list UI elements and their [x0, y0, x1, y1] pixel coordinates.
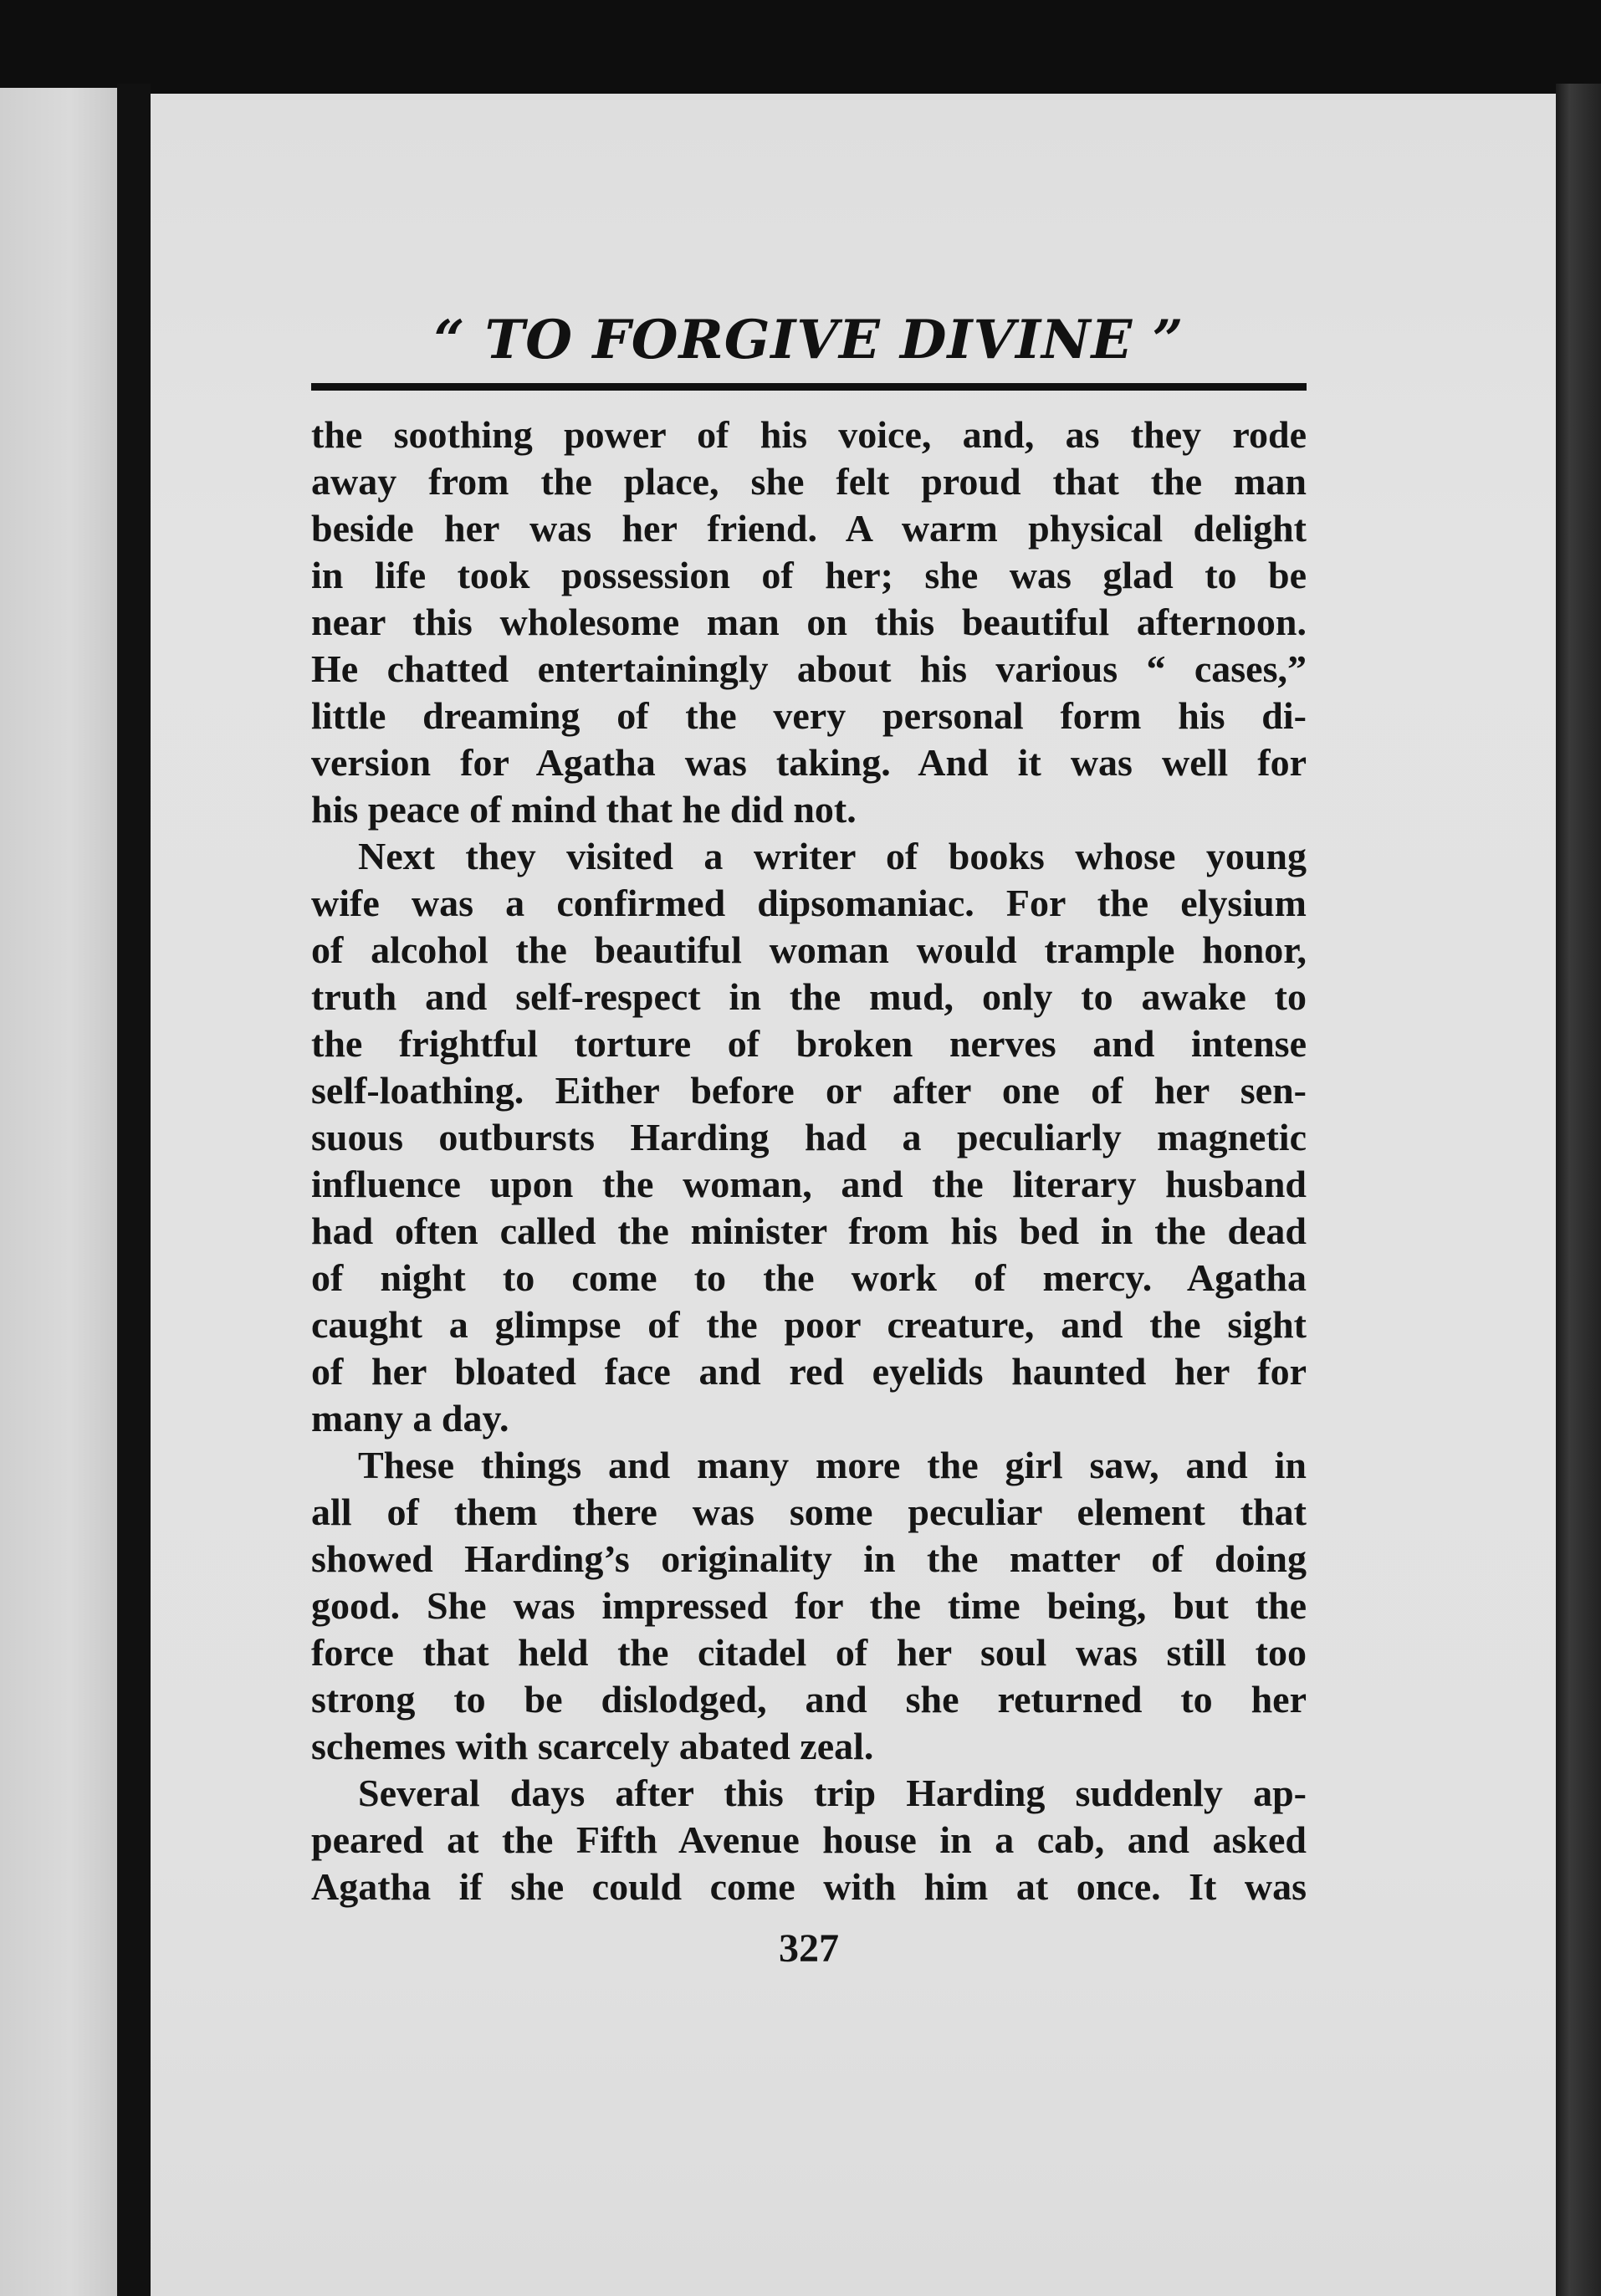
header-rule	[311, 383, 1307, 391]
text-line: had often called the minister from his bed in the dead	[311, 1209, 1307, 1252]
text-line: force that held the citadel of her soul was still too	[311, 1631, 1307, 1674]
text-line: beside her was her friend. A warm physical delight	[311, 507, 1307, 550]
text-line: Next they visited a writer of books whose young	[358, 835, 1307, 877]
text-line: many a day.	[311, 1397, 509, 1439]
page-number: 327	[779, 1926, 839, 1971]
paragraph	[311, 1770, 1307, 1910]
text-line: peared at the Fifth Avenue house in a cab, and asked	[311, 1818, 1307, 1861]
text-line: the frightful torture of broken nerves and intense	[311, 1022, 1307, 1065]
text-line: good. She was impressed for the time being, but the	[311, 1584, 1307, 1627]
text-line: of alcohol the beautiful woman would trample honor,	[311, 928, 1307, 971]
text-line: his peace of mind that he did not.	[311, 788, 857, 831]
text-line: little dreaming of the very personal form his di-	[311, 694, 1307, 737]
right-page-edge	[1556, 84, 1601, 2296]
previous-page-edge	[0, 88, 117, 2296]
book-gutter	[117, 84, 151, 2296]
text-line: He chatted entertainingly about his various “ cases,”	[311, 647, 1307, 690]
text-line: Several days after this trip Harding suddenly ap-	[358, 1772, 1307, 1814]
paragraph	[311, 833, 1307, 1442]
text-line: influence upon the woman, and the literary husband	[311, 1163, 1307, 1205]
paragraph	[311, 1442, 1307, 1770]
text-line: caught a glimpse of the poor creature, and the sight	[311, 1303, 1307, 1346]
text-line: the soothing power of his voice, and, as they rode	[311, 413, 1307, 456]
text-line: near this wholesome man on this beautiful afternoon.	[311, 601, 1307, 643]
text-line: showed Harding’s originality in the matter of doing	[311, 1537, 1307, 1580]
body-text	[311, 412, 1307, 1910]
text-line: wife was a confirmed dipsomaniac. For the elysium	[311, 882, 1307, 924]
text-line: schemes with scarcely abated zeal.	[311, 1725, 874, 1767]
text-line: suous outbursts Harding had a peculiarly magnetic	[311, 1116, 1307, 1158]
text-line: of her bloated face and red eyelids haunted her for	[311, 1350, 1307, 1393]
text-line: away from the place, she felt proud that the man	[311, 460, 1307, 503]
text-line: in life took possession of her; she was glad to be	[311, 554, 1307, 596]
running-head: “ TO FORGIVE DIVINE ”	[433, 309, 1184, 371]
text-line: version for Agatha was taking. And it was well for	[311, 741, 1307, 784]
text-line: all of them there was some peculiar element that	[311, 1491, 1307, 1533]
paragraph	[311, 412, 1307, 833]
text-line: self-loathing. Either before or after one of her sen-	[311, 1069, 1307, 1112]
text-line: These things and many more the girl saw, and in	[358, 1444, 1307, 1486]
text-line: strong to be dislodged, and she returned to her	[311, 1678, 1307, 1721]
text-line: Agatha if she could come with him at once. It was	[311, 1865, 1307, 1908]
text-line: of night to come to the work of mercy. Agatha	[311, 1256, 1307, 1299]
text-line: truth and self-respect in the mud, only to awake to	[311, 975, 1307, 1018]
